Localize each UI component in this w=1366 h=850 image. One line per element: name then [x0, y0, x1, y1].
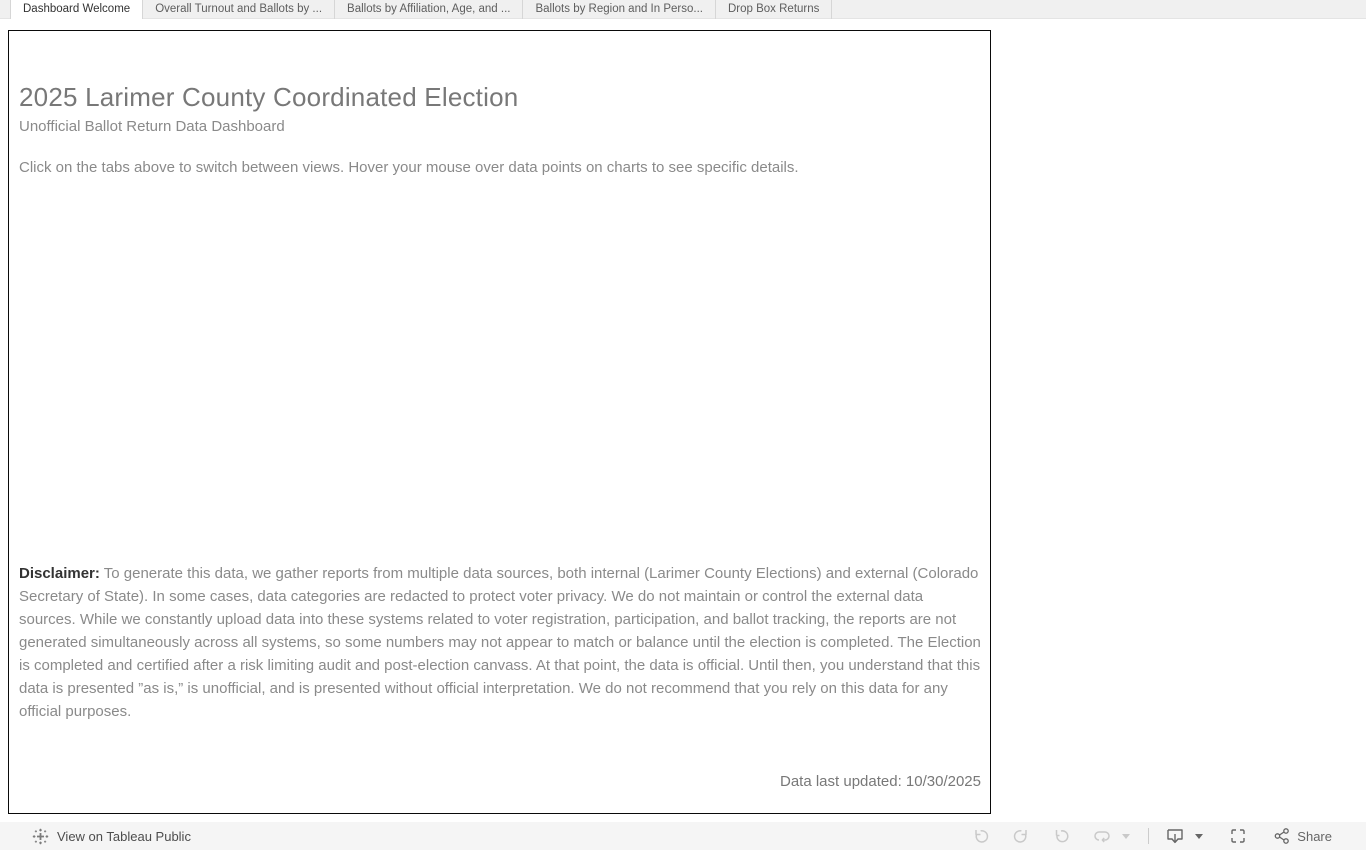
toolbar-divider: [1148, 828, 1149, 844]
disclaimer-text: [19, 562, 981, 723]
share-label: Share: [1297, 828, 1332, 844]
toolbar-controls: [972, 826, 1332, 846]
replay-button[interactable]: [1092, 827, 1112, 845]
disclaimer-label: Disclaimer:: [19, 565, 100, 582]
page-title: 2025 Larimer County Coordinated Election: [19, 82, 519, 112]
last-updated-text: Data last updated: 10/30/2025: [780, 773, 981, 790]
tab-dashboard-welcome[interactable]: Dashboard Welcome: [10, 0, 143, 19]
fullscreen-icon: [1229, 827, 1247, 845]
download-button[interactable]: [1165, 826, 1185, 846]
undo-icon: [972, 827, 990, 845]
revert-button[interactable]: [1052, 827, 1070, 845]
view-on-tableau-public-label: View on Tableau Public: [57, 828, 191, 844]
caret-down-icon: [1122, 834, 1130, 839]
tab-drop-box-returns[interactable]: Drop Box Returns: [716, 0, 832, 19]
page-subtitle: Unofficial Ballot Return Data Dashboard: [19, 118, 285, 135]
sheet-tab-bar: [0, 0, 1366, 19]
download-options-caret-button[interactable]: [1195, 834, 1203, 839]
disclaimer-body: To generate this data, we gather reports from multiple data sources, both internal (Larimer County Elections) and external (Colorado Secretary of State). In some cases, data categories are redacted to protect voter privacy. We do not maintain or control the external data sources. While we constantly upload data into these systems related to voter registration, participation, and ballot tracking, the reports are not generated simultaneously across all systems, so some numbers may not appear to match or balance until the election is completed. The Election is completed and certified after a risk limiting audit and post-election canvass. At that point, the data is official. Until then, you understand that this data is presented ”as is,” is unofficial, and is presented without official interpretation. We do not recommend that you rely on this data for any official purposes.: [19, 565, 981, 720]
revert-icon: [1052, 827, 1070, 845]
tab-ballots-by-affiliation[interactable]: Ballots by Affiliation, Age, and ...: [335, 0, 523, 19]
undo-button[interactable]: [972, 827, 990, 845]
share-button[interactable]: [1273, 827, 1332, 845]
tableau-logo-icon: [32, 828, 49, 845]
share-icon: [1273, 827, 1291, 845]
redo-icon: [1012, 827, 1030, 845]
tab-ballots-by-region[interactable]: Ballots by Region and In Perso...: [523, 0, 716, 19]
display-download-icon: [1165, 826, 1185, 846]
redo-button[interactable]: [1012, 827, 1030, 845]
fullscreen-button[interactable]: [1229, 827, 1247, 845]
tab-overall-turnout[interactable]: Overall Turnout and Ballots by ...: [143, 0, 335, 19]
instructions-text: Click on the tabs above to switch between views. Hover your mouse over data points on charts to see specific details.: [19, 159, 799, 176]
dashboard-canvas: [8, 30, 991, 814]
replay-options-caret-button[interactable]: [1122, 834, 1130, 839]
view-on-tableau-public-link[interactable]: [32, 828, 191, 845]
tableau-toolbar: [0, 822, 1366, 850]
replay-icon: [1092, 827, 1112, 845]
caret-down-icon: [1195, 834, 1203, 839]
